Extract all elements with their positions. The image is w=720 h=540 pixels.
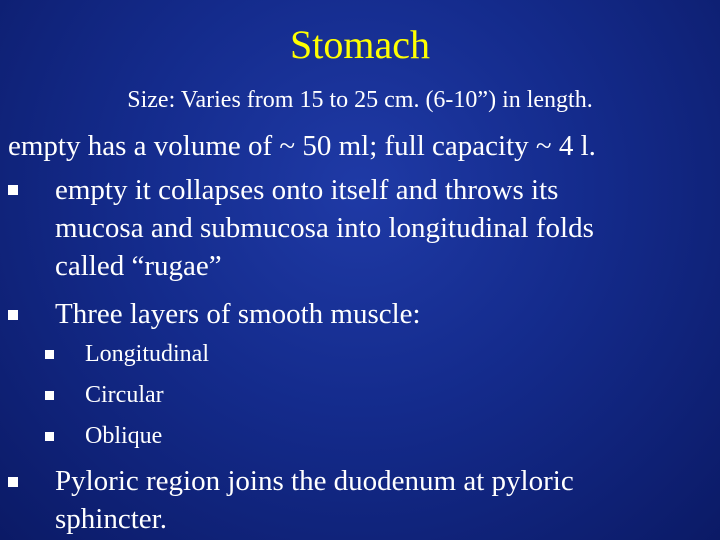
sub-item-oblique: Oblique [85,423,163,449]
bullet-marker-icon [8,185,18,195]
intro-text: empty has a volume of ~ 50 ml; full capacity ~ 4 l. [8,130,596,162]
bullet-3-line-2: sphincter. [55,503,167,535]
sub-bullet-marker-icon [45,350,54,359]
sub-item-longitudinal: Longitudinal [85,341,209,367]
bullet-1-line-1: empty it collapses onto itself and throws its [55,174,559,206]
slide-subtitle: Size: Varies from 15 to 25 cm. (6-10”) in length. [127,87,593,113]
bullet-1-line-3: called “rugae” [55,250,222,282]
bullet-2-line-1: Three layers of smooth muscle: [55,298,421,330]
bullet-marker-icon [8,310,18,320]
bullet-marker-icon [8,477,18,487]
sub-item-circular: Circular [85,382,164,408]
sub-bullet-marker-icon [45,432,54,441]
sub-bullet-marker-icon [45,391,54,400]
slide-title: Stomach [290,22,430,67]
bullet-1-line-2: mucosa and submucosa into longitudinal folds [55,212,594,244]
bullet-3-line-1: Pyloric region joins the duodenum at pyloric [55,465,574,497]
